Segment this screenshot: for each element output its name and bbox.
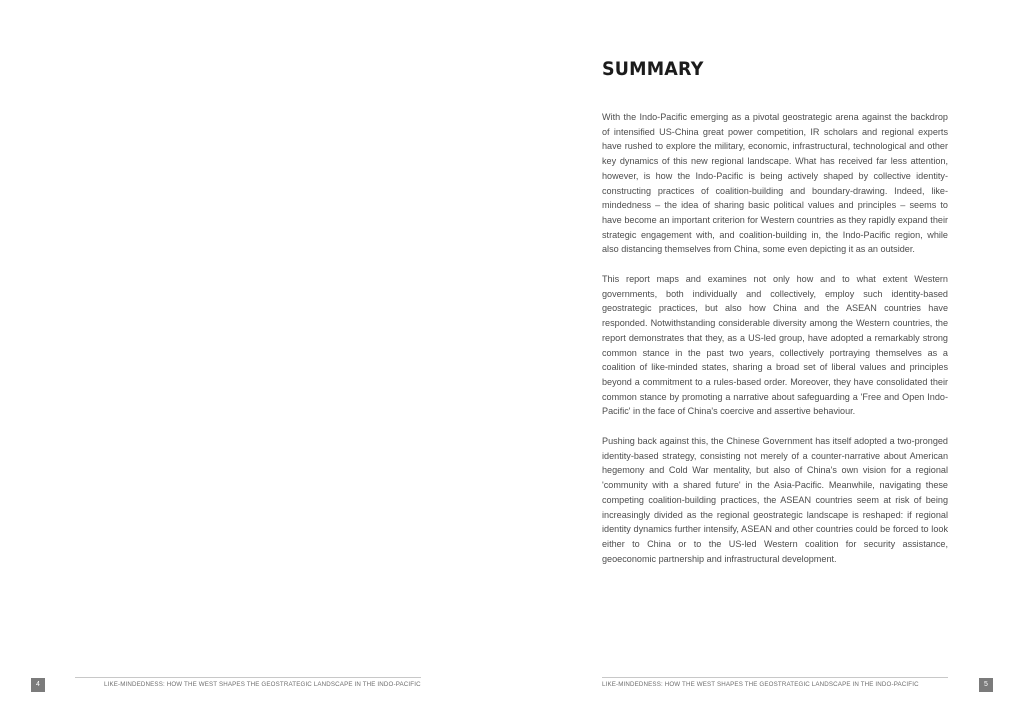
- summary-paragraph-3: Pushing back against this, the Chinese Government has itself adopted a two-pronged identity-based strategy, consisting not merely of a counter-narrative about American hegemony and Cold War mentality, but also of China's own vision for a regional 'community with a shared future' in the Asia-Pacific. Meanwhile, navigating these competing coalition-building practices, the ASEAN countries seem at risk of being increasingly divided as the regional geostrategic landscape is reshaped: if regional identity dynamics further intensify, ASEAN and other countries could be forced to look either to China or to the US-led Western coalition for security assistance, geoeconomic partnership and infrastructural development.: [602, 436, 948, 564]
- page-number-badge: 4: [31, 678, 45, 692]
- page-number-badge: 5: [979, 678, 993, 692]
- running-footer-title: LIKE-MINDEDNESS: HOW THE WEST SHAPES THE GEOSTRATEGIC LANDSCAPE IN THE INDO-PACIFIC: [104, 681, 421, 688]
- footer-rule: [602, 677, 948, 678]
- section-heading: SUMMARY: [602, 58, 704, 80]
- summary-body: [602, 110, 948, 581]
- summary-paragraph-2: This report maps and examines not only how and to what extent Western governments, both individually and collectively, employ such identity-based geostrategic practices, but also how China and the ASEAN countries have responded. Notwithstanding considerable diversity among the Western countries, the report demonstrates that they, as a US-led group, have adopted a remarkably strong common stance in the past two years, collectively portraying themselves as a coalition of like-minded states, sharing a broad set of liberal values and principles beyond a commitment to a rules-based order. Moreover, they have consolidated their common stance by promoting a narrative about safeguarding a 'Free and Open Indo-Pacific' in the face of China's coercive and assertive behaviour.: [602, 274, 948, 417]
- right-page: [512, 0, 1024, 723]
- running-footer-title: LIKE-MINDEDNESS: HOW THE WEST SHAPES THE GEOSTRATEGIC LANDSCAPE IN THE INDO-PACIFIC: [602, 681, 919, 688]
- footer-rule: [75, 677, 421, 678]
- summary-paragraph-1: With the Indo-Pacific emerging as a pivotal geostrategic arena against the backdrop of intensified US-China great power competition, IR scholars and regional experts have rushed to explore the military, economic, infrastructural, technological and other key dynamics of this new regional landscape. What has received far less attention, however, is how the Indo-Pacific is being actively shaped by collective identity-constructing practices of coalition-building and boundary-drawing. Indeed, like-mindedness – the idea of sharing basic political values and principles – seems to have become an important criterion for Western countries as they rapidly expand their strategic engagement with, and coalition-building in, the Indo-Pacific region, while also distancing themselves from China, some even depicting it as an outsider.: [602, 112, 948, 255]
